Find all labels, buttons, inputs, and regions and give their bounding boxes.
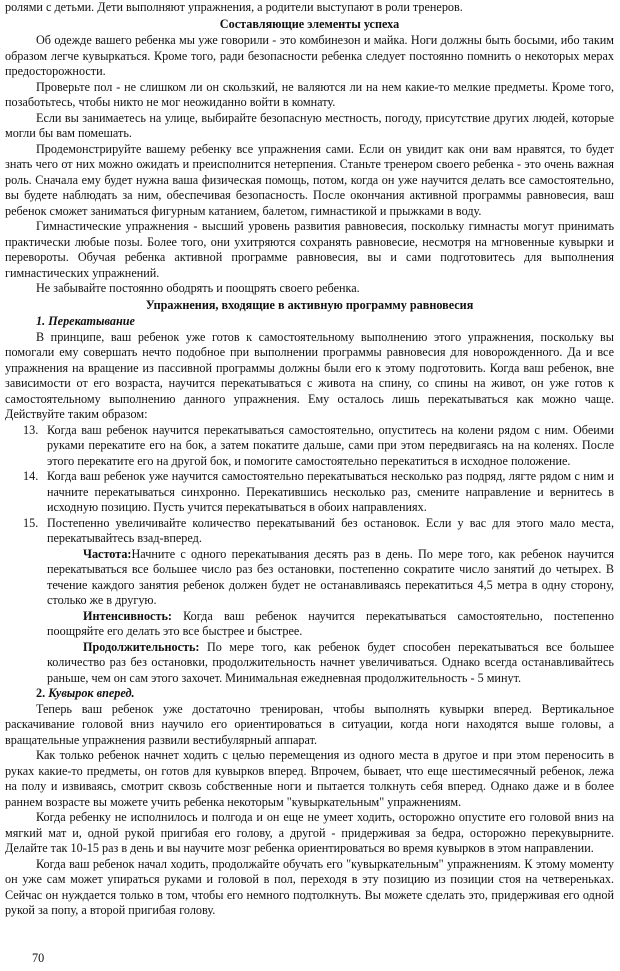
paragraph: Об одежде вашего ребенка мы уже говорили - это комбинезон и майка. Ноги должны быть босыми, ибо таким образом легче кувыркаться. Кроме того, ради безопасности ребенка следует постоянно помнить о некоторых мерах предосторожности. xyxy=(5,33,614,78)
section-heading-success: Составляющие элементы успеха xyxy=(219,16,400,31)
list-item xyxy=(5,516,614,547)
param-intensity xyxy=(5,609,614,640)
list-item-number: 13. xyxy=(23,422,39,437)
list-item-text: Когда ваш ребенок научится перекатываться самостоятельно, опуститесь на колени рядом с ним. Обеими руками перекатите его на бок, а затем покатите дальше, сами при этом передвигаясь на на коленях. После этого перекатите его на другой бок, и помогите самостоятельно перекатиться в исходное положение. xyxy=(47,422,614,468)
paragraph: Как только ребенок начнет ходить с целью перемещения из одного места в другое и при этом переносить в руках какие-то предметы, он готов для кувырков вперед. Впрочем, бывает, что еще шестимесячный ребенок, лежа на полу и извиваясь, смотрит сквозь собственные ноги и пытается толкнуть себя вперед. Однако даже и в более раннем возрасте вы можете учить ребенка некоторым "кувыркательным" упражнениям. xyxy=(5,748,614,809)
param-frequency xyxy=(5,547,614,609)
steps-list xyxy=(5,423,614,547)
paragraph: В принципе, ваш ребенок уже готов к самостоятельному выполнению этого упражнения, поскольку вы помогали ему совершать нечто подобное при выполнении программы равновесия для новорожденного. Да и все упражнения на вращение из пассивной программы должны были его к этому подготовить. Когда ваш ребенок, вне зависимости от его возраста, научится перекатываться с живота на спину, со спины на живот, он уже готов к самостоятельному выполнению данного упражнения. Ему осталось лишь перекатываться как можно чаще. Действуйте таким образом: xyxy=(5,329,614,421)
top-line: ролями с детьми. Дети выполняют упражнения, а родители выступают в роли тренеров. xyxy=(5,0,463,14)
list-item-number: 15. xyxy=(23,515,39,530)
exercise-number: 2. xyxy=(36,686,46,700)
list-item-text: Когда ваш ребенок уже научится самостоятельно перекатываться несколько раз подряд, лягте рядом с ним и начните перекатываться синхронно. Перекатившись несколько раз, смените направление и вернитесь в исходную позицию. Пусть учится перекатываться в обоих направлениях. xyxy=(47,469,614,514)
param-term: Интенсивность: xyxy=(83,608,172,623)
list-item xyxy=(5,469,614,516)
page-number: 70 xyxy=(32,951,45,965)
paragraph: Не забывайте постоянно ободрять и поощрять своего ребенка. xyxy=(36,281,360,295)
param-text: По мере того, как ребенок будет способен перекатываться все большее количество раз без остановки, продолжительность начнет увеличиваться. Однако всегда останавливайтесь раньше, чем он сам этого захочет. Минимальная ежедневная продолжительность - 5 минут. xyxy=(47,639,614,685)
param-term: Продолжительность: xyxy=(83,639,200,654)
list-item-number: 14. xyxy=(23,469,39,483)
paragraph: Продемонстрируйте вашему ребенку все упражнения сами. Если он увидит как они вам нравятся, то будет знать чего от них можно ожидать и преисполнится нетерпения. Станьте тренером своего ребенка - это очень важная роль. Сначала ему будет нужна ваша физическая помощь, потом, когда он уже научится делать все самостоятельно, вы будете наблюдать за ним, обеспечивая безопасность. После окончания активной программы равновесия, ваш ребенок сможет заниматься фигурным катанием, балетом, гимнастикой и прыжками в воду. xyxy=(5,141,614,218)
param-text: Начните с одного перекатывания десять раз в день. По мере того, как ребенок научится перекатываться все большее число раз без остановки, постепенно сократите число занятий до четырех. В течение каждого занятия ребенок должен будет не останавливаясь перекатиться 4,5 метра в одну сторону, столько же в другую. xyxy=(47,546,614,607)
exercise-title-text: Кувырок вперед. xyxy=(48,686,135,700)
section-heading-exercises: Упражнения, входящие в активную программу равновесия xyxy=(145,297,474,312)
paragraph: Когда ваш ребенок начал ходить, продолжайте обучать его "кувыркательным" упражнениям. К этому моменту он уже сам может упираться руками и головой в пол, переходя в эту позицию из позиции стоя на четвереньках. Сейчас он нуждается только в том, чтобы его немного подтолкнуть. Вы можете сделать это, придерживая его одной рукой за попу, а второй пригибая голову. xyxy=(5,856,614,917)
paragraph: Проверьте пол - не слишком ли он скользкий, не валяются ли на нем какие-то мелкие предметы. Кроме того, позаботьтесь, чтобы никто не мог неожиданно войти в комнату. xyxy=(5,79,614,109)
paragraph: Теперь ваш ребенок уже достаточно тренирован, чтобы выполнять кувырки вперед. Вертикальное раскачивание головой вниз научило его ориентироваться в ситуации, когда ноги находятся выше головы, а вращательные упражнения развили вестибулярный аппарат. xyxy=(5,701,614,747)
param-term: Частота: xyxy=(83,546,132,561)
paragraph: Гимнастические упражнения - высший уровень развития равновесия, поскольку гимнасты могут принимать практически любые позы. Более того, они ухитряются сохранять равновесие, несмотря на мгновенные кувырки и перевороты. Обучая ребенка активной программе равновесия, вы и сами подготовитесь для выполнения гимнастических упражнений. xyxy=(5,219,614,280)
param-duration xyxy=(5,640,614,687)
paragraph: Если вы занимаетесь на улице, выбирайте безопасную местность, погоду, присутствие других людей, которые могли бы вам помешать. xyxy=(5,110,614,140)
list-item-text: Постепенно увеличивайте количество перекатываний без остановок. Если у вас для этого мало места, перекатывайтесь взад-вперед. xyxy=(47,515,614,545)
paragraph: Когда ребенку не исполнилось и полгода и он еще не умеет ходить, осторожно опустите его головой вниз на мягкий мат и, одной рукой пригибая его голову, а другой - придерживая за бедра, осторожно перекувырните. Делайте так 10-15 раз в день и вы научите мозг ребенка ориентироваться во время кувырков в этом направлении. xyxy=(5,810,614,855)
list-item xyxy=(5,423,614,470)
exercise-title-forward-roll xyxy=(5,686,614,702)
exercise-title-rolling: 1. Перекатывание xyxy=(36,314,135,328)
param-text: Когда ваш ребенок научится перекатываться самостоятельно, постепенно поощряйте его делать это все быстрее и быстрее. xyxy=(47,608,614,638)
